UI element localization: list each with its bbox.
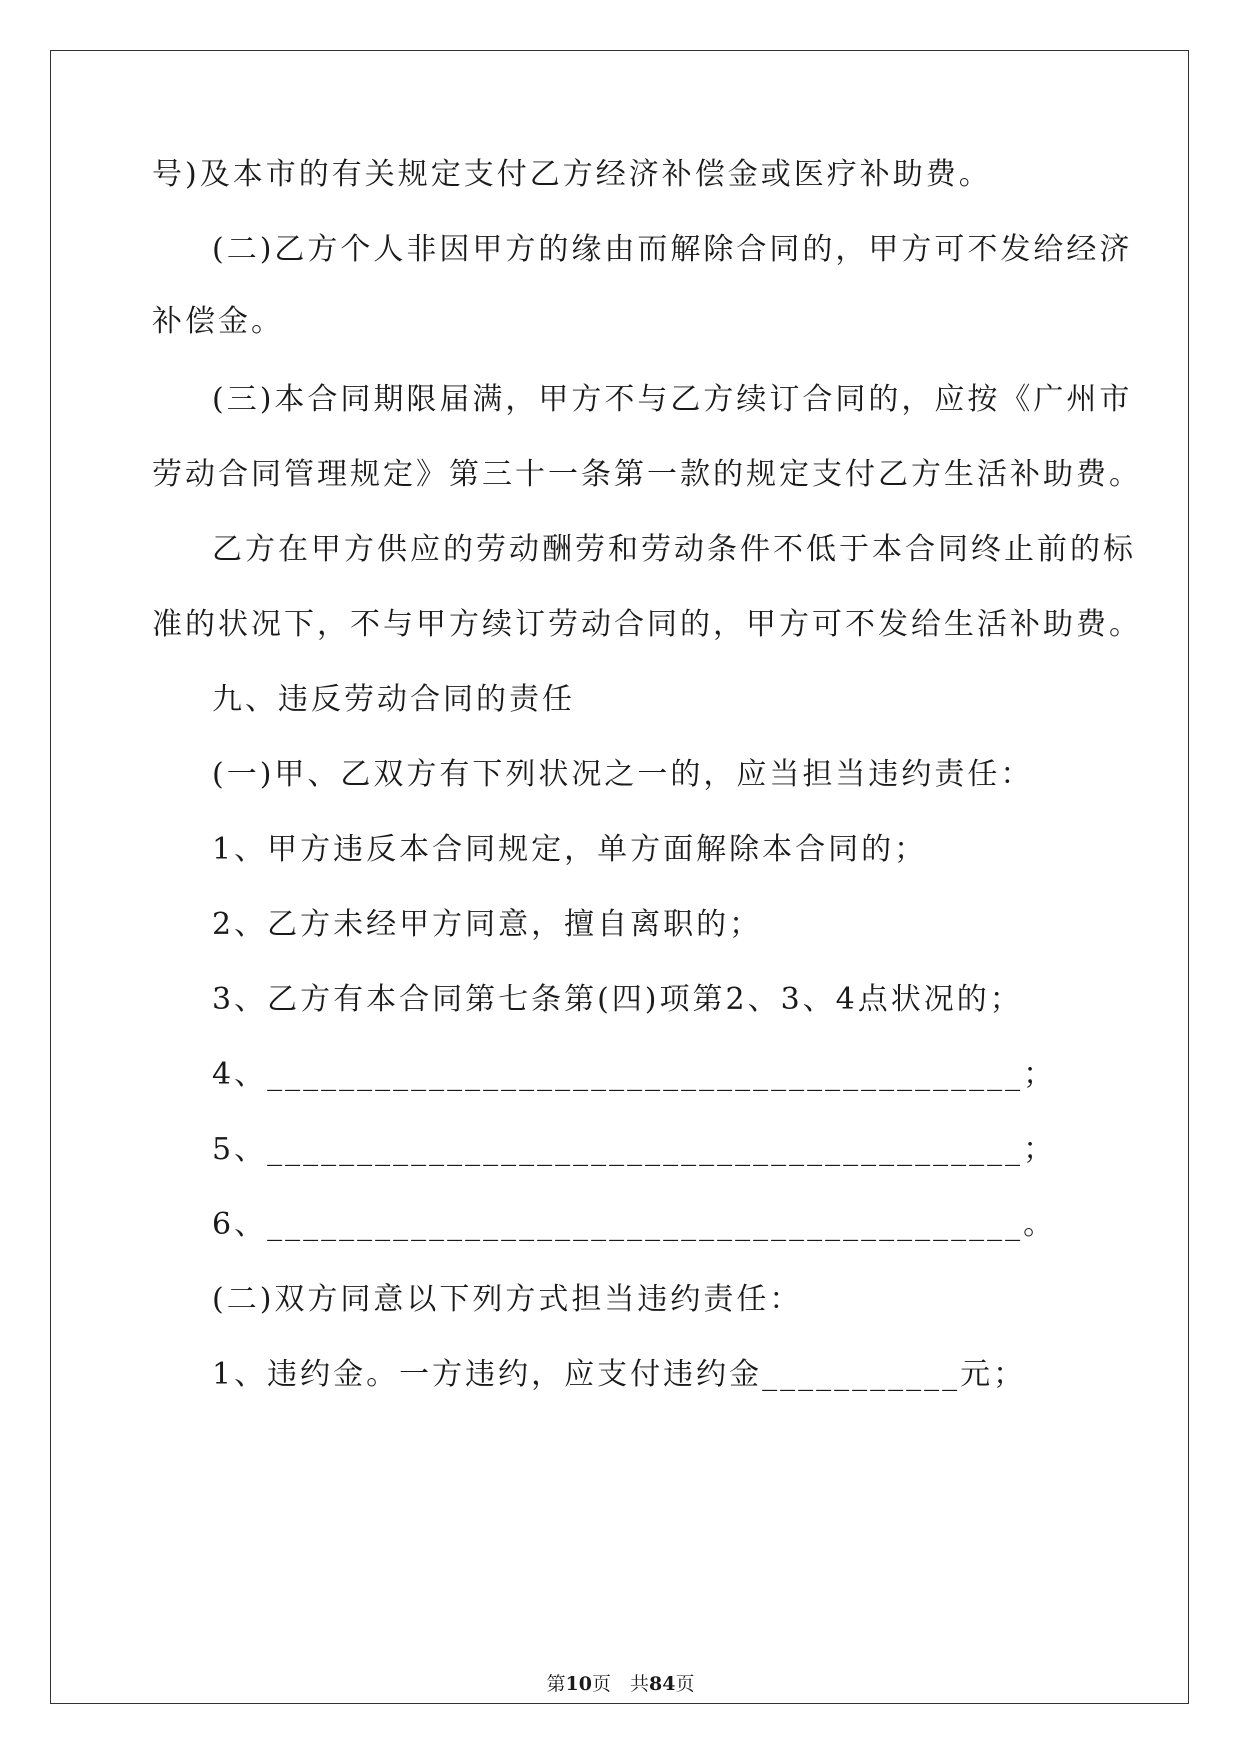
footer-middle: 页 共 bbox=[591, 1673, 649, 1695]
body-line-7: 准的状况下，不与甲方续订劳动合同的，甲方可不发给生活补助费。 bbox=[152, 607, 1142, 642]
footer-prefix: 第 bbox=[546, 1673, 566, 1695]
body-line-3: 补偿金。 bbox=[152, 304, 284, 339]
total-pages-number: 84 bbox=[649, 1673, 676, 1695]
page-border bbox=[50, 50, 1189, 1704]
body-line-4: (三)本合同期限届满，甲方不与乙方续订合同的，应按《广州市 bbox=[212, 382, 1133, 417]
list-item-6-blank: 6、__________________________________________。 bbox=[212, 1207, 1057, 1242]
list-item-5-blank: 5、__________________________________________； bbox=[212, 1132, 1057, 1167]
list-item-1: 1、甲方违反本合同规定，单方面解除本合同的； bbox=[212, 832, 928, 867]
list-item-3: 3、乙方有本合同第七条第(四)项第2、3、4点状况的； bbox=[212, 982, 1023, 1017]
section-heading: 九、违反劳动合同的责任 bbox=[212, 682, 575, 717]
penalty-line: 1、违约金。一方违约，应支付违约金___________元； bbox=[212, 1357, 1027, 1392]
page-footer bbox=[0, 1672, 1241, 1696]
body-line-2: (二)乙方个人非因甲方的缘由而解除合同的，甲方可不发给经济 bbox=[212, 232, 1133, 267]
footer-suffix: 页 bbox=[675, 1673, 695, 1695]
list-item-2: 2、乙方未经甲方同意，擅自离职的； bbox=[212, 907, 763, 942]
body-line-9: (一)甲、乙双方有下列状况之一的，应当担当违约责任： bbox=[212, 757, 1034, 792]
body-line-16: (二)双方同意以下列方式担当违约责任： bbox=[212, 1282, 803, 1317]
body-line-5: 劳动合同管理规定》第三十一条第一款的规定支付乙方生活补助费。 bbox=[152, 457, 1142, 492]
list-item-4-blank: 4、__________________________________________； bbox=[212, 1057, 1057, 1092]
current-page-number: 10 bbox=[565, 1673, 592, 1695]
body-line-6: 乙方在甲方供应的劳动酬劳和劳动条件不低于本合同终止前的标 bbox=[212, 532, 1136, 567]
body-line-1: 号)及本市的有关规定支付乙方经济补偿金或医疗补助费。 bbox=[152, 157, 992, 192]
